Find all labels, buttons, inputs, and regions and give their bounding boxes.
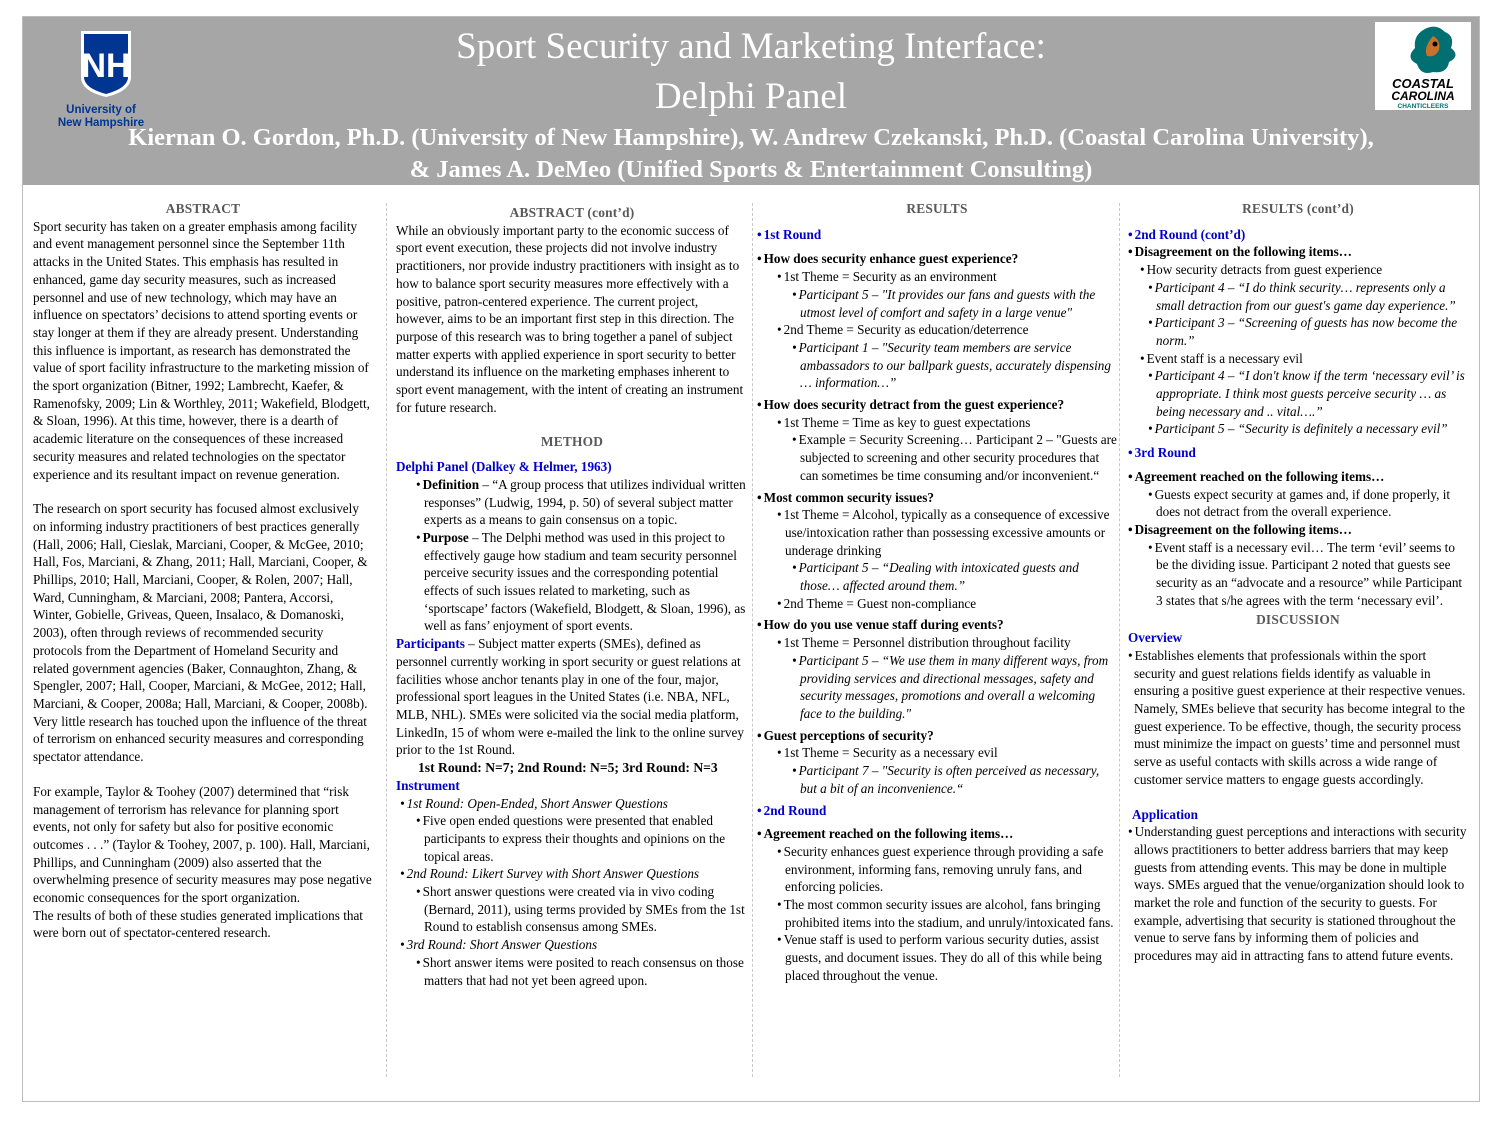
application-text: • Understanding guest perceptions and interactions with security allows practitioners to better address barriers that may keep guests from attending events. This may be done in multiple ways. SMEs argued that the venue/organization should look to market the role and function of the security to guests. For example, advertising that security is stationed throughout the venue to serve fans by informing them of policies and procedures may aid in attracting fans to attend future events.	[1128, 823, 1468, 965]
results-round3: • 3rd Round	[1128, 444, 1468, 462]
q2-theme1-quote: • Example = Security Screening… Participant 2 – "Guests are subjected to screening and other security procedures that can sometimes be time consuming and/or inconvenient.“	[757, 431, 1117, 484]
unh-line1: University of	[66, 104, 136, 116]
q1-theme1: • 1st Theme = Security as an environment	[757, 268, 1117, 286]
disagree-item-1: • How security detracts from guest experience	[1128, 261, 1468, 279]
agreement3-item: • Guests expect security at games and, if done properly, it does not detract from the overall experience.	[1128, 486, 1468, 521]
agreement-item-3: • Venue staff is used to perform various security duties, assist guests, and document issues. They do all of this while being placed throughout the venue.	[757, 931, 1117, 984]
q5-theme1: • 1st Theme = Security as a necessary evil	[757, 744, 1117, 762]
overview-heading: Overview	[1128, 630, 1183, 646]
q5-heading: • Guest perceptions of security?	[757, 727, 1117, 745]
q1-theme2-quote: • Participant 1 – "Security team members are service ambassadors to our ballpark guests, accurately dispensing … information…”	[757, 339, 1117, 392]
agreement-heading: • Agreement reached on the following items…	[757, 825, 1117, 843]
disagreement-heading: • Disagreement on the following items…	[1128, 243, 1468, 261]
round3-text: • Short answer items were posited to reach consensus on those matters that had not yet been agreed upon.	[396, 954, 748, 989]
disagreement3-item: • Event staff is a necessary evil… The term ‘evil’ seems to be the dividing issue. Participant 2 noted that guests see security as an “advocate and a resource” while Participant 3 states that s/he agrees with the term ‘necessary evil’.	[1128, 539, 1468, 610]
disagree-item-2: • Event staff is a necessary evil	[1128, 350, 1468, 368]
delphi-heading: Delphi Panel (Dalkey & Helmer, 1963)	[396, 459, 612, 475]
q2-theme1: • 1st Theme = Time as key to guest expectations	[757, 414, 1117, 432]
instrument-heading: Instrument	[396, 777, 460, 793]
cc-line1: COASTAL	[1392, 76, 1454, 91]
q4-theme1: • 1st Theme = Personnel distribution throughout facility	[757, 634, 1117, 652]
column-abstract-cont-method	[396, 204, 748, 989]
results-heading: RESULTS	[906, 201, 968, 216]
unh-line2: New Hampshire	[57, 117, 145, 129]
round3-label: • 3rd Round: Short Answer Questions	[396, 936, 748, 954]
q3-heading: • Most common security issues?	[757, 489, 1117, 507]
definition-text: – “A group process that utilizes individual written responses” (Ludwig, 1994, p. 50) of several subject matter experts as a means to gain consensus on a topic.	[424, 476, 746, 528]
overview-text: • Establishes elements that professionals within the sport security and guest relations fields identify as valuable in ensuring a positive guest experience at their respective venues. Namely, SMEs believe that security has become integral to the guest experience. To be effective, though, the security process must minimize the impact on guests’ time and personnel must serve as useful contacts with skills across a wide range of customer service matters to engage guests accordingly.	[1128, 647, 1468, 789]
purpose-text: – The Delphi method was used in this project to effectively gauge how stadium and team security personnel perceive security issues and the corresponding potential effects of such issues related to marketing, such as ‘sportscape’ factors (Wakefield, Blodgett, & Sloan, 1996), as well as fans’ enjoyment of sport events.	[424, 529, 746, 634]
round2-text: • Short answer questions were created via in vivo coding (Bernard, 2011), using terms provided by SMEs from the 1st Round to establish consensus among SMEs.	[396, 883, 748, 936]
round1-label: • 1st Round: Open-Ended, Short Answer Questions	[396, 795, 748, 813]
authors-line2: & James A. DeMeo (Unified Sports & Entertainment Consulting)	[409, 156, 1093, 183]
q3-theme1-quote: • Participant 5 – “Dealing with intoxicated guests and those… affected around them.”	[757, 559, 1117, 594]
agreement-item-2: • The most common security issues are alcohol, fans bringing prohibited items into the stadium, and unruly/intoxicated fans.	[757, 896, 1117, 931]
participants-item	[396, 635, 748, 759]
purpose-label: Purpose	[422, 529, 469, 545]
poster-title-line1: Sport Security and Marketing Interface:	[456, 26, 1046, 67]
agreement3-heading: • Agreement reached on the following items…	[1128, 468, 1468, 486]
abstract-cont-heading: ABSTRACT (cont’d)	[509, 205, 635, 220]
disagree-item-2-quote2: • Participant 5 – “Security is definitely a necessary evil”	[1128, 420, 1468, 438]
purpose-item	[396, 529, 748, 635]
rounds-summary: 1st Round: N=7; 2nd Round: N=5; 3rd Round: N=3	[418, 760, 718, 776]
method-heading: METHOD	[540, 434, 604, 450]
abstract-p3: For example, Taylor & Toohey (2007) determined that “risk management of terrorism has relevance for planning sport events, not only for safety but also for positive economic outcomes . . .” (Taylor & Toohey, 2007, p. 100). Hall, Marciani, Phillips, and Cunningham (2009) also asserted that the overwhelming presence of security measures may pose negative economic consequences for the sport organization.	[33, 783, 372, 906]
column-results-cont-discussion	[1128, 200, 1468, 965]
results-round1: • 1st Round	[757, 226, 1117, 244]
column-divider-1	[386, 203, 387, 1077]
q1-theme2: • 2nd Theme = Security as education/deterrence	[757, 321, 1117, 339]
unh-monogram: NH	[81, 47, 131, 85]
disagree-item-1-quote1: • Participant 4 – “I do think security… represents only a small detraction from our guest's game day experience.”	[1128, 279, 1468, 314]
definition-label: Definition	[422, 476, 480, 492]
q1-heading: • How does security enhance guest experience?	[757, 250, 1117, 268]
abstract-cont-p1: While an obviously important party to the economic success of sport event execution, these projects did not involve industry practitioners, nor provide industry practitioners with insight as to how to balance sport security measures more effectively with a positive, patron-centered experience. The current project, however, aims to be an important first step in this direction. The purpose of this research was to bring together a panel of subject matter experts with applied experience in sport security to better understand its influence on the marketing emphases inherent to sport event management, with the intent of creating an instrument for future research.	[396, 222, 744, 415]
q4-theme1-quote: • Participant 5 – “We use them in many different ways, from providing services and directional messages, safety and security messages, promotions and overall a welcoming face to the building."	[757, 652, 1117, 723]
round2-label: • 2nd Round: Likert Survey with Short Answer Questions	[396, 865, 748, 883]
column-results	[757, 200, 1117, 985]
disagree-item-1-quote2: • Participant 3 – “Screening of guests has now become the norm.”	[1128, 314, 1468, 349]
participants-text: – Subject matter experts (SMEs), defined as personnel currently working in sport security or guest relations at facilities whose anchor tenants play in one of the four, major, professional sport leagues in the United States (i.e. NBA, NFL, MLB, NHL). SMEs were solicited via the social media platform, LinkedIn, 15 of whom were e-mailed the link to the online survey prior to the 1st Round.	[396, 636, 744, 758]
q5-theme1-quote: • Participant 7 – "Security is often perceived as necessary, but a bit of an inconvenience.“	[757, 762, 1117, 797]
application-heading: Application	[1132, 806, 1198, 822]
authors-line1: Kiernan O. Gordon, Ph.D. (University of New Hampshire), W. Andrew Czekanski, Ph.D. (Coastal Carolina University),	[128, 124, 1374, 151]
coastal-carolina-logo	[1375, 22, 1471, 110]
column-abstract	[33, 200, 373, 942]
participants-label: Participants	[396, 636, 465, 652]
results-round2: • 2nd Round	[757, 802, 1117, 820]
q2-heading: • How does security detract from the guest experience?	[757, 396, 1117, 414]
cc-line2: CAROLINA	[1391, 89, 1455, 103]
round1-text: • Five open ended questions were presented that enabled participants to express their thoughts and opinions on the topical areas.	[396, 812, 748, 865]
abstract-heading: ABSTRACT	[165, 201, 241, 216]
discussion-heading: DISCUSSION	[1256, 612, 1340, 628]
poster-header	[23, 17, 1479, 185]
abstract-p2: The research on sport security has focused almost exclusively on informing industry practitioners of best practices generally (Hall, 2006; Hall, Cieslak, Marciani, Cooper, & McGee, 2010; Hall, Fos, Marciani, & Zhang, 2011; Hall, Marciani, Cooper, & Phillips, 2010; Hall, Marciani, Cooper, & Rolen, 2007; Hall, Ward, Cunningham, & Marciani, 2008; Pantera, Accorsi, Winter, Gobielle, Griveas, Queen, Insalaco, & Domanoski, 2003), often through reviews of recommended security protocols from the Department of Homeland Security and related government agencies (Baker, Connaughton, Zhang, & Spengler, 2007; Hall, Cooper, Marciani, & McGee, 2012; Hall, Marciani, & Cooper, 2008a; Hall, Marciani, & Cooper, 2008b). Very little research has touched upon the influence of the threat of terrorism on enhanced security measures and corresponding spectator attendance.	[33, 501, 368, 765]
abstract-p4: The results of both of these studies generated implications that were born out of spectator-centered research.	[33, 907, 363, 941]
cc-line3: CHANTICLEERS	[1397, 103, 1449, 110]
disagree-item-2-quote1: • Participant 4 – “I don't know if the term ‘necessary evil’ is appropriate. I think most guests perceive security … as being necessary and .. vital….”	[1128, 367, 1468, 420]
poster-title-line2: Delphi Panel	[654, 76, 848, 117]
agreement-item-1: • Security enhances guest experience through providing a safe environment, informing fans, removing unruly fans, and enforcing policies.	[757, 843, 1117, 896]
q3-theme2: • 2nd Theme = Guest non-compliance	[757, 595, 1117, 613]
q4-heading: • How do you use venue staff during events?	[757, 616, 1117, 634]
round2-cont-heading: • 2nd Round (cont’d)	[1128, 226, 1468, 244]
results-cont-heading: RESULTS (cont’d)	[1242, 201, 1354, 216]
column-divider-2	[752, 203, 753, 1077]
column-divider-3	[1119, 203, 1120, 1077]
disagreement3-heading: • Disagreement on the following items…	[1128, 521, 1468, 539]
definition-item	[396, 476, 748, 529]
abstract-p1: Sport security has taken on a greater emphasis among facility and event management personnel since the September 11th attacks in the United States. This emphasis has resulted in enhanced, game day security measures, such as increased personnel and use of new technology, which may have an influence on spectators’ decisions to attend sporting events or stay longer at them if they are already present. Understanding this influence is important, as research has demonstrated the value of sport facility infrastructure to the marketing mission of the sport organization (Bitner, 1992; Lambrecht, Kaefer, & Ramenofsky, 2009; Lin & Worthley, 2011; Wakefield, Blodgett, & Sloan, 1996). At this time, however, there is a dearth of academic literature on the consequences of these increased security measures and related technologies on the spectator experience and its resultant impact on revenue generation.	[33, 218, 370, 482]
q1-theme1-quote: • Participant 5 – "It provides our fans and guests with the utmost level of comfort and safety in a large venue"	[757, 286, 1117, 321]
q3-theme1: • 1st Theme = Alcohol, typically as a consequence of excessive use/intoxication rather than possessing excessive amounts or underage drinking	[757, 506, 1117, 559]
